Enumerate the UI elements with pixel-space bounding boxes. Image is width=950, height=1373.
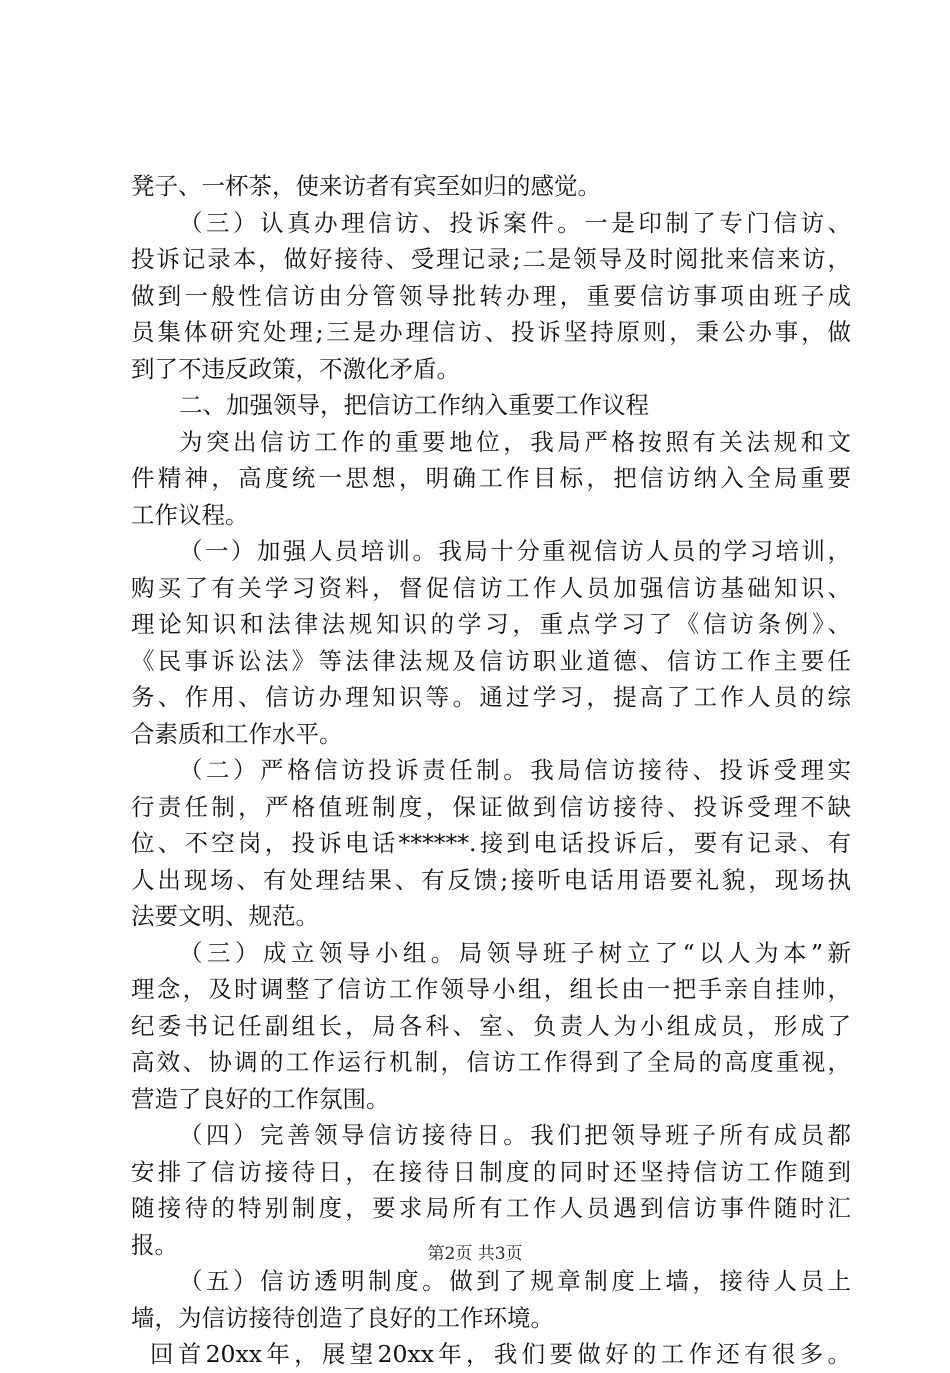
paragraph-line: （三）成立领导小组。局领导班子树立了“以人为本”新 — [179, 938, 851, 967]
paragraph-line: 安排了信访接待日，在接待日制度的同时还坚持信访工作随到 — [131, 1157, 851, 1186]
paragraph-line: 为突出信访工作的重要地位，我局严格按照有关法规和文 — [179, 427, 851, 456]
paragraph-line: 工作议程。 — [131, 500, 249, 529]
paragraph-line: 位、不空岗，投诉电话******.接到电话投诉后，要有记录、有 — [131, 829, 851, 857]
paragraph-line: 报。 — [131, 1230, 178, 1259]
paragraph-line: 到了不违反政策，不激化矛盾。 — [131, 354, 460, 383]
paragraph-line: 人出现场、有处理结果、有反馈;接听电话用语要礼貌，现场执 — [131, 865, 851, 894]
paragraph-line: 高效、协调的工作运行机制，信访工作得到了全局的高度重视， — [131, 1048, 851, 1076]
paragraph-line: 合素质和工作水平。 — [131, 719, 343, 748]
paragraph-line: （五）信访透明制度。做到了规章制度上墙，接待人员上 — [179, 1267, 851, 1295]
paragraph-line: 回首20xx年，展望20xx年，我们要做好的工作还有很多。 — [150, 1340, 851, 1368]
document-body — [131, 168, 851, 1373]
paragraph-line: （二）严格信访投诉责任制。我局信访接待、投诉受理实 — [179, 756, 851, 784]
paragraph-line: 员集体研究处理;三是办理信访、投诉坚持原则，秉公办事，做 — [131, 318, 851, 346]
paragraph-line: 务、作用、信访办理知识等。通过学习，提高了工作人员的综 — [131, 683, 851, 711]
paragraph-line: （三）认真办理信访、投诉案件。一是印制了专门信访、 — [179, 208, 851, 237]
paragraph-line: 法要文明、规范。 — [131, 902, 319, 930]
section-heading: 二、加强领导，把信访工作纳入重要工作议程 — [179, 391, 649, 419]
paragraph-line: 纪委书记任副组长，局各科、室、负责人为小组成员，形成了 — [131, 1011, 851, 1040]
paragraph-line: 行责任制，严格值班制度，保证做到信访接待、投诉受理不缺 — [131, 792, 851, 821]
paragraph-line: （一）加强人员培训。我局十分重视信访人员的学习培训， — [179, 537, 851, 565]
paragraph-line: 件精神，高度统一思想，明确工作目标，把信访纳入全局重要 — [131, 464, 851, 492]
paragraph-line: 购买了有关学习资料，督促信访工作人员加强信访基础知识、 — [131, 573, 851, 602]
page-number-footer: 第2页 共3页 — [427, 1244, 523, 1264]
paragraph-line: 理论知识和法律法规知识的学习，重点学习了《信访条例》、 — [131, 610, 851, 638]
paragraph-line: 投诉记录本，做好接待、受理记录;二是领导及时阅批来信来访， — [131, 245, 851, 273]
paragraph-line: （四）完善领导信访接待日。我们把领导班子所有成员都 — [179, 1121, 851, 1149]
paragraph-line: 凳子、一杯茶，使来访者有宾至如归的感觉。 — [131, 172, 601, 200]
paragraph-line: 理念，及时调整了信访工作领导小组，组长由一把手亲自挂帅， — [131, 975, 851, 1003]
paragraph-line: 《民事诉讼法》等法律法规及信访职业道德、信访工作主要任 — [131, 646, 851, 675]
paragraph-line: 做到一般性信访由分管领导批转办理，重要信访事项由班子成 — [131, 281, 851, 310]
paragraph-line: 墙，为信访接待创造了良好的工作环境。 — [131, 1303, 554, 1332]
paragraph-line: 随接待的特别制度，要求局所有工作人员遇到信访事件随时汇 — [131, 1194, 851, 1222]
paragraph-line: 营造了良好的工作氛围。 — [131, 1084, 390, 1113]
